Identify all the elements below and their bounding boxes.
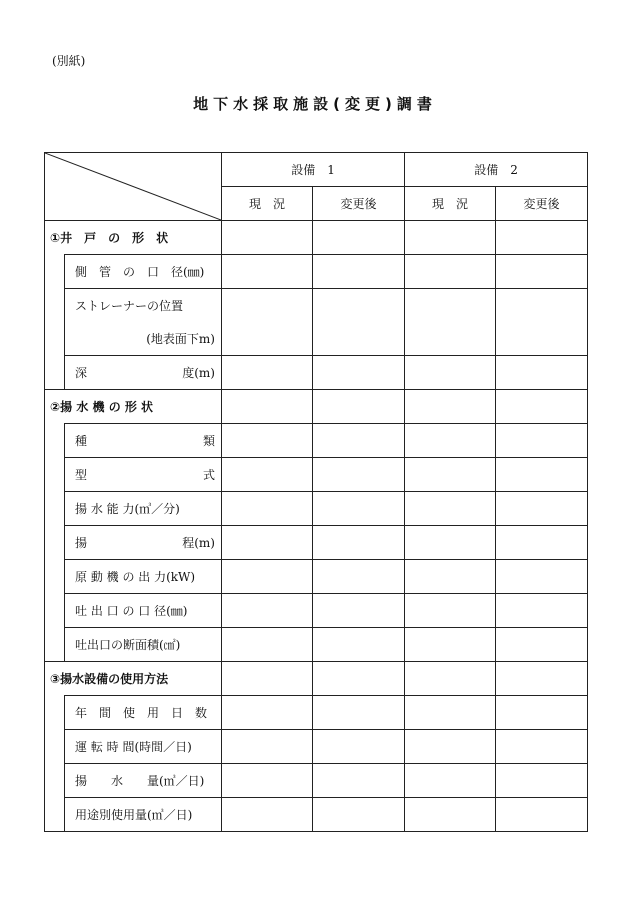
- input-cell[interactable]: [313, 289, 405, 356]
- input-cell[interactable]: [405, 730, 496, 764]
- input-cell[interactable]: [496, 255, 588, 289]
- input-cell[interactable]: [405, 255, 496, 289]
- input-cell[interactable]: [313, 730, 405, 764]
- input-cell[interactable]: [496, 221, 588, 255]
- eq2-current-header: 現 況: [405, 187, 496, 221]
- input-cell[interactable]: [405, 764, 496, 798]
- table-row: [45, 356, 588, 390]
- table-row: [45, 255, 588, 289]
- table-row: [45, 458, 588, 492]
- table-row: [45, 730, 588, 764]
- section-title-usage: ③揚水設備の使用方法: [45, 662, 222, 696]
- input-cell[interactable]: [222, 424, 313, 458]
- row-label: 深 度(m): [65, 356, 222, 390]
- equipment-1-header: 設備 1: [222, 153, 405, 187]
- input-cell[interactable]: [222, 628, 313, 662]
- input-cell[interactable]: [496, 492, 588, 526]
- input-cell[interactable]: [313, 356, 405, 390]
- input-cell[interactable]: [405, 390, 496, 424]
- input-cell[interactable]: [405, 560, 496, 594]
- input-cell[interactable]: [496, 662, 588, 696]
- header-row: [45, 153, 588, 187]
- row-label: ストレーナーの位置: [65, 289, 222, 323]
- input-cell[interactable]: [313, 458, 405, 492]
- row-label: 用途別使用量(㎥／日): [65, 798, 222, 832]
- input-cell[interactable]: [496, 594, 588, 628]
- input-cell[interactable]: [222, 356, 313, 390]
- row-label: 原 動 機 の 出 力(kW): [65, 560, 222, 594]
- input-cell[interactable]: [496, 289, 588, 356]
- table-row: [45, 526, 588, 560]
- input-cell[interactable]: [313, 255, 405, 289]
- input-cell[interactable]: [222, 764, 313, 798]
- input-cell[interactable]: [313, 560, 405, 594]
- table-row: [45, 628, 588, 662]
- row-label: 運 転 時 間(時間／日): [65, 730, 222, 764]
- input-cell[interactable]: [222, 526, 313, 560]
- table-row: [45, 696, 588, 730]
- row-label: 揚 水 量(㎥／日): [65, 764, 222, 798]
- row-label: 吐出口の断面積(㎠): [65, 628, 222, 662]
- input-cell[interactable]: [496, 526, 588, 560]
- input-cell[interactable]: [313, 628, 405, 662]
- input-cell[interactable]: [313, 390, 405, 424]
- input-cell[interactable]: [313, 798, 405, 832]
- input-cell[interactable]: [405, 628, 496, 662]
- input-cell[interactable]: [496, 628, 588, 662]
- input-cell[interactable]: [405, 424, 496, 458]
- eq1-current-header: 現 況: [222, 187, 313, 221]
- input-cell[interactable]: [222, 255, 313, 289]
- input-cell[interactable]: [405, 798, 496, 832]
- input-cell[interactable]: [313, 594, 405, 628]
- input-cell[interactable]: [313, 764, 405, 798]
- input-cell[interactable]: [313, 526, 405, 560]
- input-cell[interactable]: [222, 390, 313, 424]
- input-cell[interactable]: [222, 560, 313, 594]
- row-label: 吐 出 口 の 口 径(㎜): [65, 594, 222, 628]
- table-row: [45, 560, 588, 594]
- row-label: 型 式: [65, 458, 222, 492]
- input-cell[interactable]: [222, 594, 313, 628]
- input-cell[interactable]: [222, 221, 313, 255]
- input-cell[interactable]: [405, 594, 496, 628]
- input-cell[interactable]: [313, 492, 405, 526]
- row-label-sub: (地表面下m): [65, 322, 222, 356]
- table-row: [45, 424, 588, 458]
- appendix-note: (別紙): [52, 54, 86, 68]
- input-cell[interactable]: [313, 696, 405, 730]
- input-cell[interactable]: [222, 798, 313, 832]
- input-cell[interactable]: [496, 458, 588, 492]
- input-cell[interactable]: [405, 458, 496, 492]
- equipment-2-header: 設備 2: [405, 153, 588, 187]
- table-row: [45, 492, 588, 526]
- diagonal-corner-cell: [45, 153, 222, 221]
- row-label: 側 管 の 口 径(㎜): [65, 255, 222, 289]
- input-cell[interactable]: [222, 730, 313, 764]
- input-cell[interactable]: [405, 526, 496, 560]
- input-cell[interactable]: [496, 696, 588, 730]
- table-row: [45, 594, 588, 628]
- input-cell[interactable]: [405, 662, 496, 696]
- section-title-well: ①井 戸 の 形 状: [45, 221, 222, 255]
- input-cell[interactable]: [222, 492, 313, 526]
- input-cell[interactable]: [496, 560, 588, 594]
- form-title: 地下水採取施設(変更)調書: [193, 95, 437, 113]
- section-row-pump: [45, 390, 588, 424]
- input-cell[interactable]: [313, 221, 405, 255]
- input-cell[interactable]: [222, 696, 313, 730]
- input-cell[interactable]: [405, 696, 496, 730]
- eq2-after-header: 変更後: [496, 187, 588, 221]
- input-cell[interactable]: [405, 221, 496, 255]
- section-title-pump: ②揚 水 機 の 形 状: [45, 390, 222, 424]
- input-cell[interactable]: [313, 424, 405, 458]
- table-row: [45, 764, 588, 798]
- table-row: [45, 798, 588, 832]
- input-cell[interactable]: [222, 458, 313, 492]
- input-cell[interactable]: [496, 730, 588, 764]
- input-cell[interactable]: [496, 390, 588, 424]
- input-cell[interactable]: [313, 662, 405, 696]
- input-cell[interactable]: [222, 289, 313, 356]
- input-cell[interactable]: [405, 492, 496, 526]
- row-label: 揚 水 能 力(㎥／分): [65, 492, 222, 526]
- row-label: 種 類: [65, 424, 222, 458]
- row-label: 揚 程(m): [65, 526, 222, 560]
- input-cell[interactable]: [496, 764, 588, 798]
- input-cell[interactable]: [496, 798, 588, 832]
- diagonal-line: [45, 153, 221, 220]
- input-cell[interactable]: [222, 662, 313, 696]
- input-cell[interactable]: [496, 424, 588, 458]
- survey-table: [44, 152, 588, 832]
- row-label: 年 間 使 用 日 数: [65, 696, 222, 730]
- section-row-usage: [45, 662, 588, 696]
- table-row: [45, 289, 588, 323]
- input-cell[interactable]: [496, 356, 588, 390]
- input-cell[interactable]: [405, 356, 496, 390]
- input-cell[interactable]: [405, 289, 496, 356]
- eq1-after-header: 変更後: [313, 187, 405, 221]
- section-row-well: [45, 221, 588, 255]
